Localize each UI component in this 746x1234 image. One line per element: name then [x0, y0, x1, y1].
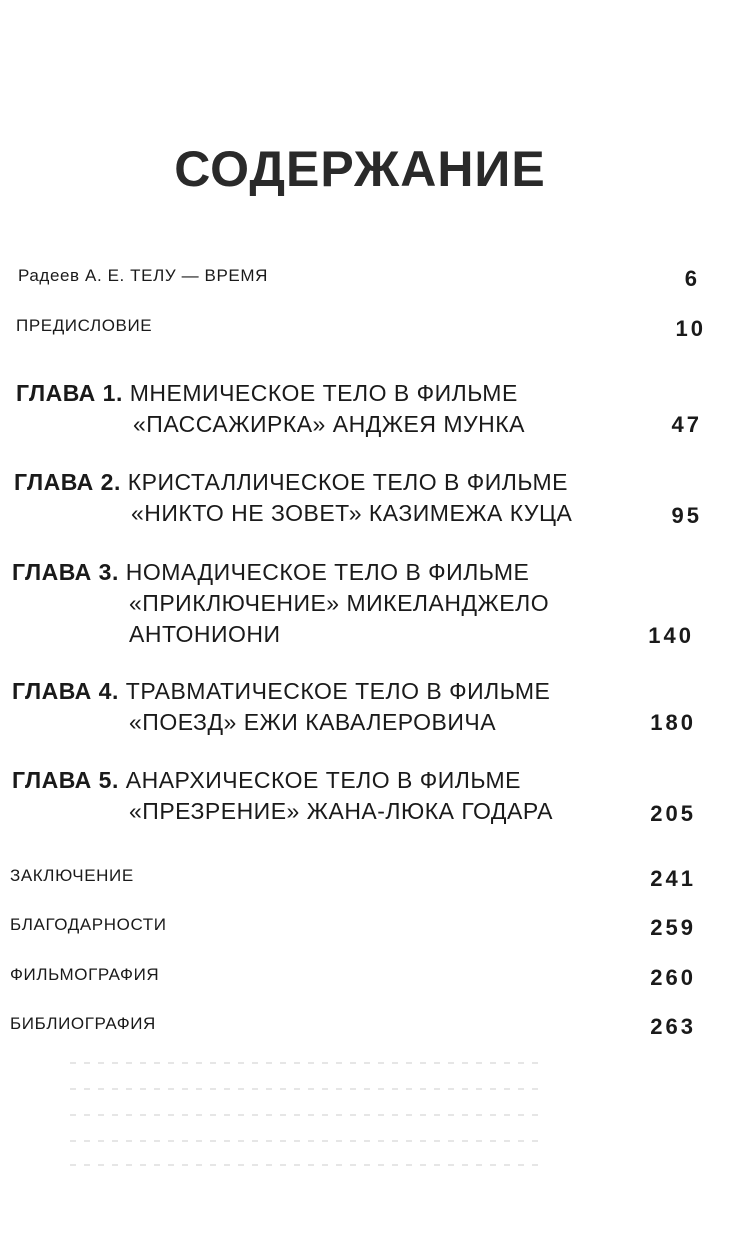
chapter-title-line: «ПРЕЗРЕНИЕ» ЖАНА-ЛЮКА ГОДАРА: [129, 798, 553, 824]
toc-entry-title: ЗАКЛЮЧЕНИЕ: [10, 866, 134, 885]
chapter-label: ГЛАВА 4.: [12, 678, 119, 704]
toc-page-number: 95: [671, 503, 702, 528]
chapter-title-line: «ПРИКЛЮЧЕНИЕ» МИКЕЛАНДЖЕЛО: [129, 590, 550, 616]
toc-page-number: 10: [675, 316, 706, 341]
chapter-title-line: НОМАДИЧЕСКОЕ ТЕЛО В ФИЛЬМЕ: [125, 559, 530, 585]
chapter-label: ГЛАВА 1.: [16, 380, 123, 406]
chapter-label: ГЛАВА 2.: [14, 469, 121, 495]
toc-entry-title: БЛАГОДАРНОСТИ: [10, 915, 167, 934]
chapter-label: ГЛАВА 3.: [12, 559, 119, 585]
toc-entry-title: ПРЕДИСЛОВИЕ: [16, 316, 153, 335]
toc-page-number: 47: [671, 412, 702, 437]
toc-entry-title: БИБЛИОГРАФИЯ: [10, 1014, 156, 1033]
chapter-title-line: «ПАССАЖИРКА» АНДЖЕЯ МУНКА: [133, 411, 525, 437]
toc-page-number: 140: [648, 623, 694, 648]
toc-page-number: 180: [650, 710, 696, 735]
toc-page-number: 259: [650, 915, 696, 940]
toc-page-number: 263: [650, 1014, 696, 1039]
show-through-line: [70, 1114, 540, 1116]
show-through-line: [70, 1140, 540, 1142]
toc-page-number: 260: [650, 965, 696, 990]
show-through-line: [70, 1088, 540, 1090]
page-title: СОДЕРЖАНИЕ: [174, 141, 546, 197]
chapter-title-line: КРИСТАЛЛИЧЕСКОЕ ТЕЛО В ФИЛЬМЕ: [127, 469, 568, 495]
chapter-title-line: АНАРХИЧЕСКОЕ ТЕЛО В ФИЛЬМЕ: [125, 767, 521, 793]
toc-entry-title: ФИЛЬМОГРАФИЯ: [10, 965, 160, 984]
toc-page-number: 205: [650, 801, 696, 826]
show-through-line: [70, 1164, 540, 1166]
chapter-label: ГЛАВА 5.: [12, 767, 119, 793]
toc-page-number: 241: [650, 866, 696, 891]
toc-page-number: 6: [684, 266, 700, 291]
chapter-title-line: ТРАВМАТИЧЕСКОЕ ТЕЛО В ФИЛЬМЕ: [125, 678, 551, 704]
chapter-title-line: «ПОЕЗД» ЕЖИ КАВАЛЕРОВИЧА: [129, 709, 497, 735]
chapter-title-line: АНТОНИОНИ: [129, 621, 281, 647]
show-through-line: [70, 1062, 540, 1064]
toc-entry-title: Радеев А. Е. ТЕЛУ — ВРЕМЯ: [18, 266, 268, 285]
chapter-title-line: «НИКТО НЕ ЗОВЕТ» КАЗИМЕЖА КУЦА: [131, 500, 573, 526]
chapter-title-line: МНЕМИЧЕСКОЕ ТЕЛО В ФИЛЬМЕ: [129, 380, 518, 406]
